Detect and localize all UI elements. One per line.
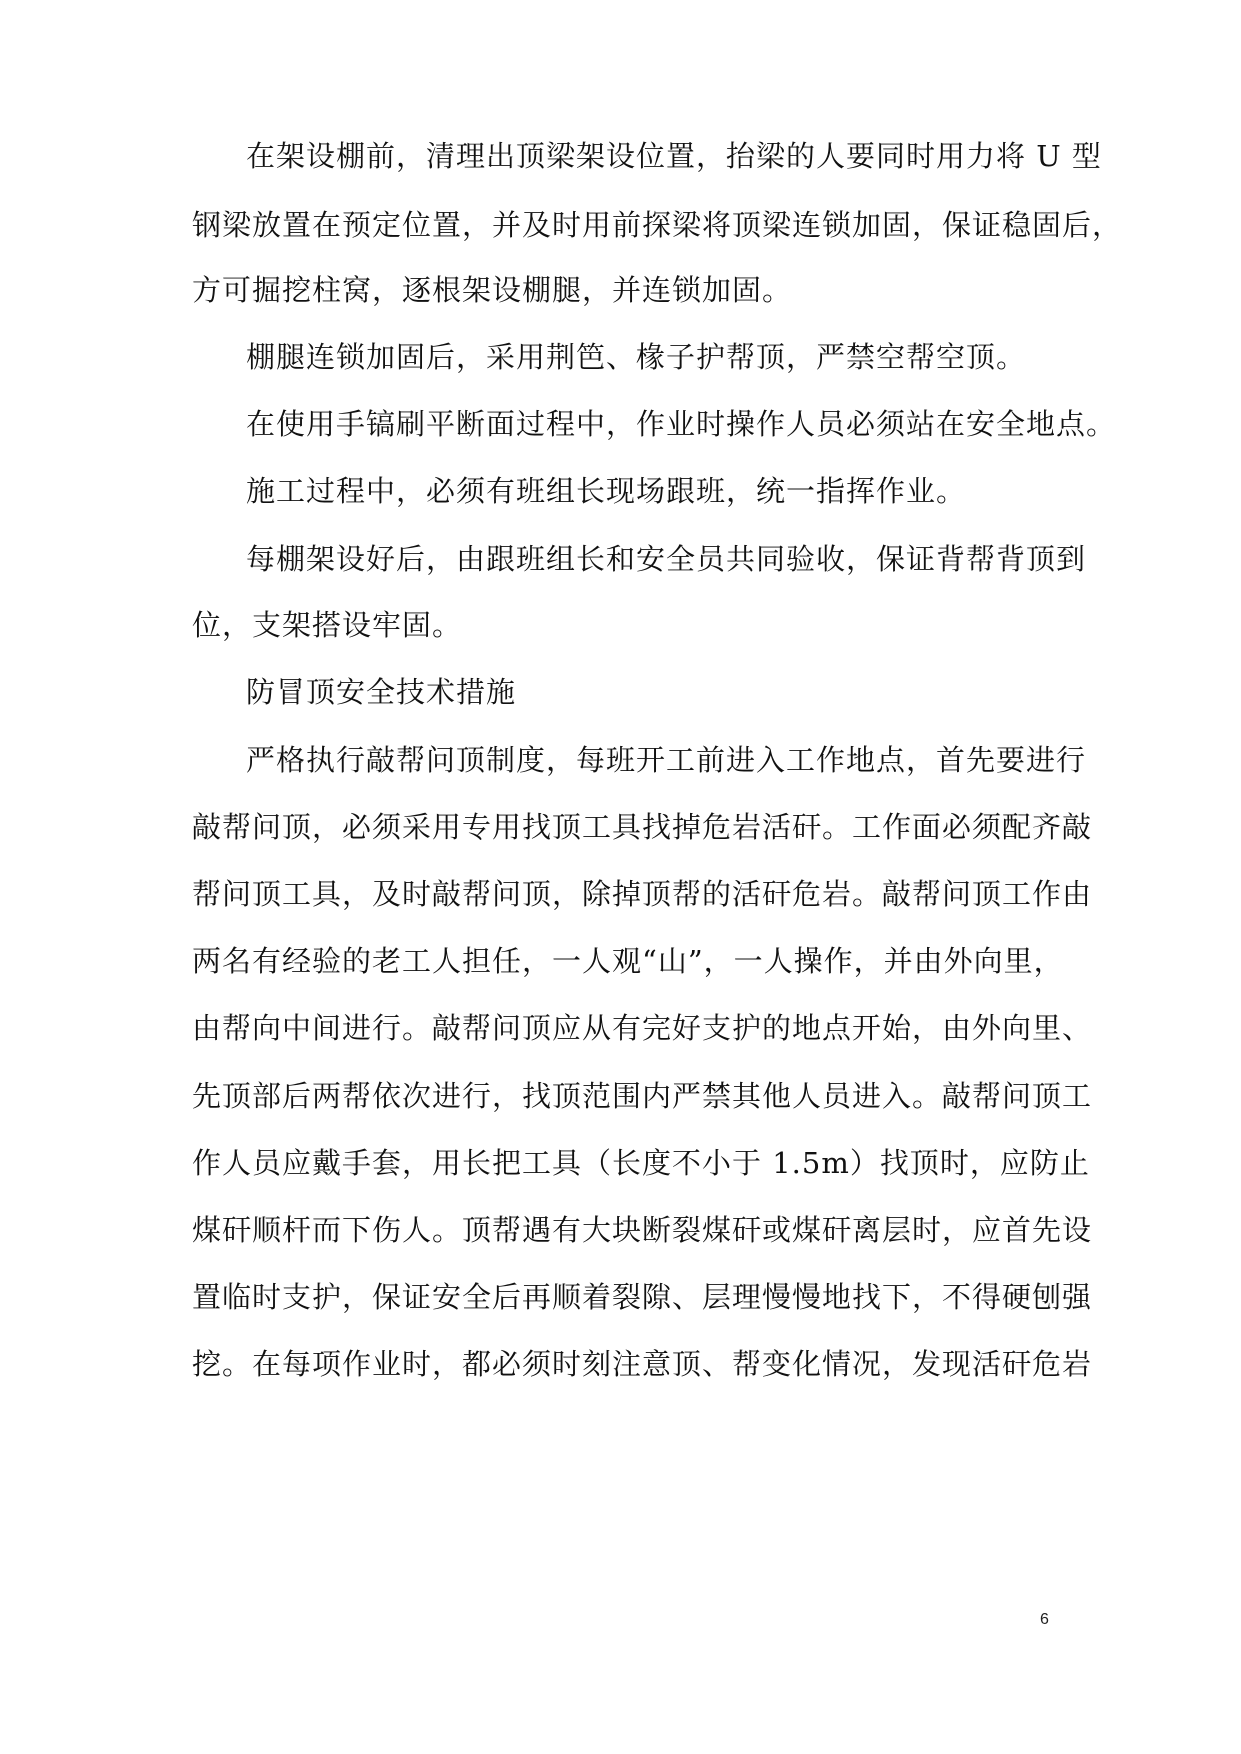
text-line: 先顶部后两帮依次进行，找顶范围内严禁其他人员进入。敲帮问顶工 <box>192 1079 1093 1113</box>
text-line: 挖。在每项作业时，都必须时刻注意顶、帮变化情况，发现活矸危岩 <box>192 1347 1093 1381</box>
text-line: 棚腿连锁加固后，采用荆笆、椽子护帮顶，严禁空帮空顶。 <box>246 340 1027 374</box>
text-line: 在架设棚前，清理出顶梁架设位置，抬梁的人要同时用力将 U 型 <box>246 139 1102 173</box>
text-line: 由帮向中间进行。敲帮问顶应从有完好支护的地点开始，由外向里、 <box>192 1011 1093 1045</box>
text-line: 钢梁放置在预定位置，并及时用前探梁将顶梁连锁加固，保证稳固后， <box>192 208 1123 242</box>
text-line: 位，支架搭设牢固。 <box>192 608 463 642</box>
text-line: 煤矸顺杆而下伤人。顶帮遇有大块断裂煤矸或煤矸离层时，应首先设 <box>192 1213 1093 1247</box>
text-line: 方可掘挖柱窝，逐根架设棚腿，并连锁加固。 <box>192 273 793 307</box>
page-number: 6 <box>1040 1611 1049 1628</box>
text-line: 两名有经验的老工人担任，一人观“山”，一人操作，并由外向里， <box>192 944 1064 978</box>
text-line: 在使用手镐刷平断面过程中，作业时操作人员必须站在安全地点。 <box>246 407 1117 441</box>
text-line: 置临时支护，保证安全后再顺着裂隙、层理慢慢地找下，不得硬刨强 <box>192 1280 1093 1314</box>
text-line: 严格执行敲帮问顶制度，每班开工前进入工作地点，首先要进行 <box>246 743 1087 777</box>
text-line: 每棚架设好后，由跟班组长和安全员共同验收，保证背帮背顶到 <box>246 542 1087 576</box>
text-line: 施工过程中，必须有班组长现场跟班，统一指挥作业。 <box>246 474 967 508</box>
text-line: 作人员应戴手套，用长把工具（长度不小于 1.5m）找顶时，应防止 <box>192 1146 1090 1180</box>
text-line: 帮问顶工具，及时敲帮问顶，除掉顶帮的活矸危岩。敲帮问顶工作由 <box>192 877 1093 911</box>
section-heading: 防冒顶安全技术措施 <box>246 675 517 709</box>
text-line: 敲帮问顶，必须采用专用找顶工具找掉危岩活矸。工作面必须配齐敲 <box>192 810 1093 844</box>
